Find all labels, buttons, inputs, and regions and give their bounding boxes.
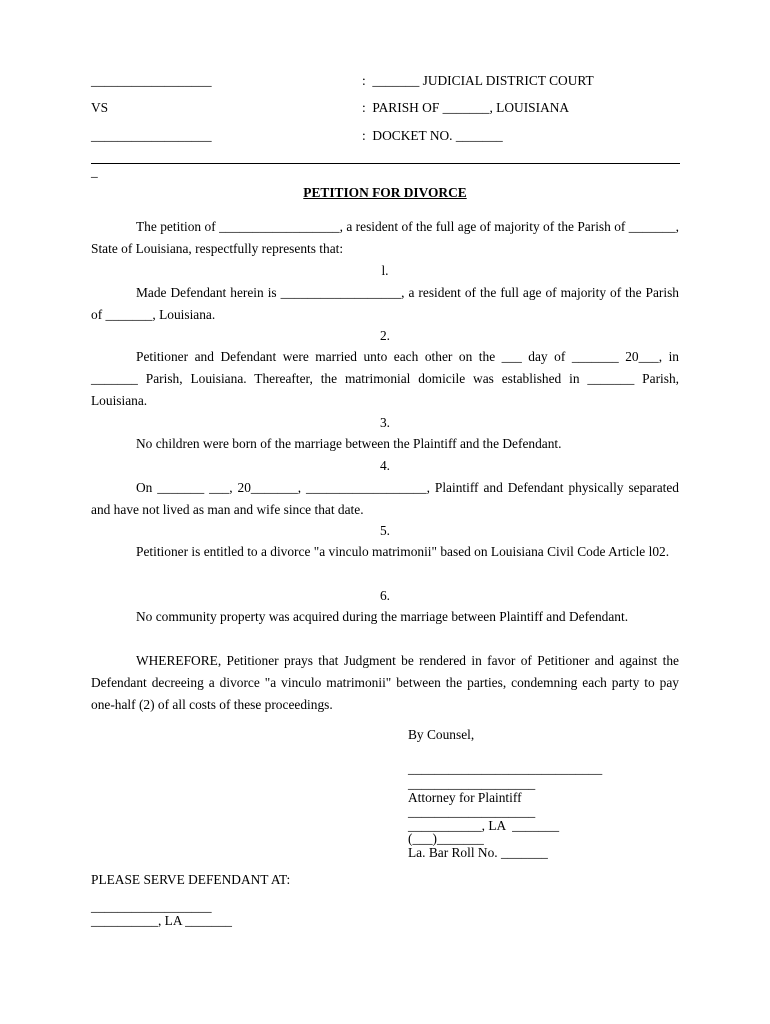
defendant-name-blank: __________________	[91, 128, 212, 143]
by-counsel: By Counsel,	[408, 727, 475, 742]
attorney-name-line: ___________________	[408, 776, 536, 791]
caption-divider	[91, 163, 680, 164]
paragraph-2	[91, 346, 679, 411]
attorney-phone-line: (___)_______	[408, 831, 484, 846]
attorney-for-plaintiff: Attorney for Plaintiff	[408, 790, 522, 805]
parish-line: : PARISH OF _______, LOUISIANA	[362, 100, 570, 115]
paragraph-6	[91, 606, 679, 628]
signature-line: _____________________________	[408, 761, 603, 776]
bar-roll-number: La. Bar Roll No. _______	[408, 845, 548, 860]
paragraph-4	[91, 477, 679, 521]
paragraph-number-2: 2.	[379, 328, 391, 343]
paragraph-2-text: Petitioner and Defendant were married unto each other on the ___ day of _______ 20___, in _______ Parish, Louisiana. Thereafter, the matrimonial domicile was established in _______ Parish, Louisiana.	[91, 349, 679, 408]
paragraph-5-text: Petitioner is entitled to a divorce "a vinculo matrimonii" based on Louisiana Civil Code Article l02.	[136, 544, 670, 559]
service-heading: PLEASE SERVE DEFENDANT AT:	[91, 872, 291, 887]
intro-paragraph	[91, 216, 679, 260]
paragraph-6-text: No community property was acquired during the marriage between Plaintiff and Defendant.	[136, 609, 629, 624]
wherefore-paragraph	[91, 650, 679, 715]
plaintiff-name-blank: __________________	[91, 73, 212, 88]
paragraph-5	[91, 541, 679, 563]
paragraph-number-1: l.	[381, 263, 389, 278]
paragraph-number-6: 6.	[379, 588, 391, 603]
paragraph-1	[91, 282, 679, 326]
attorney-city-line: ___________, LA _______	[408, 818, 560, 833]
intro-text: The petition of __________________, a resident of the full age of majority of the Parish of _______, State of Louisiana, respectfully represents that:	[91, 219, 679, 256]
versus-label: VS	[91, 100, 109, 115]
docket-line: : DOCKET NO. _______	[362, 128, 503, 143]
paragraph-number-5: 5.	[379, 523, 391, 538]
document-title: PETITION FOR DIVORCE	[303, 185, 467, 200]
attorney-address-line: ___________________	[408, 804, 536, 819]
paragraph-1-text: Made Defendant herein is __________________, a resident of the full age of majority of the Parish of _______, Louisiana.	[91, 285, 679, 322]
service-city-line: __________, LA _______	[91, 913, 232, 928]
caption-divider-tail: _	[91, 164, 98, 179]
paragraph-number-3: 3.	[379, 415, 391, 430]
court-line: : _______ JUDICIAL DISTRICT COURT	[362, 73, 594, 88]
paragraph-3-text: No children were born of the marriage between the Plaintiff and the Defendant.	[136, 436, 562, 451]
paragraph-3	[91, 433, 679, 455]
service-address-line: __________________	[91, 899, 212, 914]
wherefore-text: WHEREFORE, Petitioner prays that Judgment be rendered in favor of Petitioner and against the Defendant decreeing a divorce "a vinculo matrimonii" between the parties, condemning each party to pay one-half (2) of all costs of these proceedings.	[91, 653, 679, 712]
paragraph-4-text: On _______ ___, 20_______, __________________, Plaintiff and Defendant physically separated and have not lived as man and wife since that date.	[91, 480, 679, 517]
paragraph-number-4: 4.	[379, 458, 391, 473]
